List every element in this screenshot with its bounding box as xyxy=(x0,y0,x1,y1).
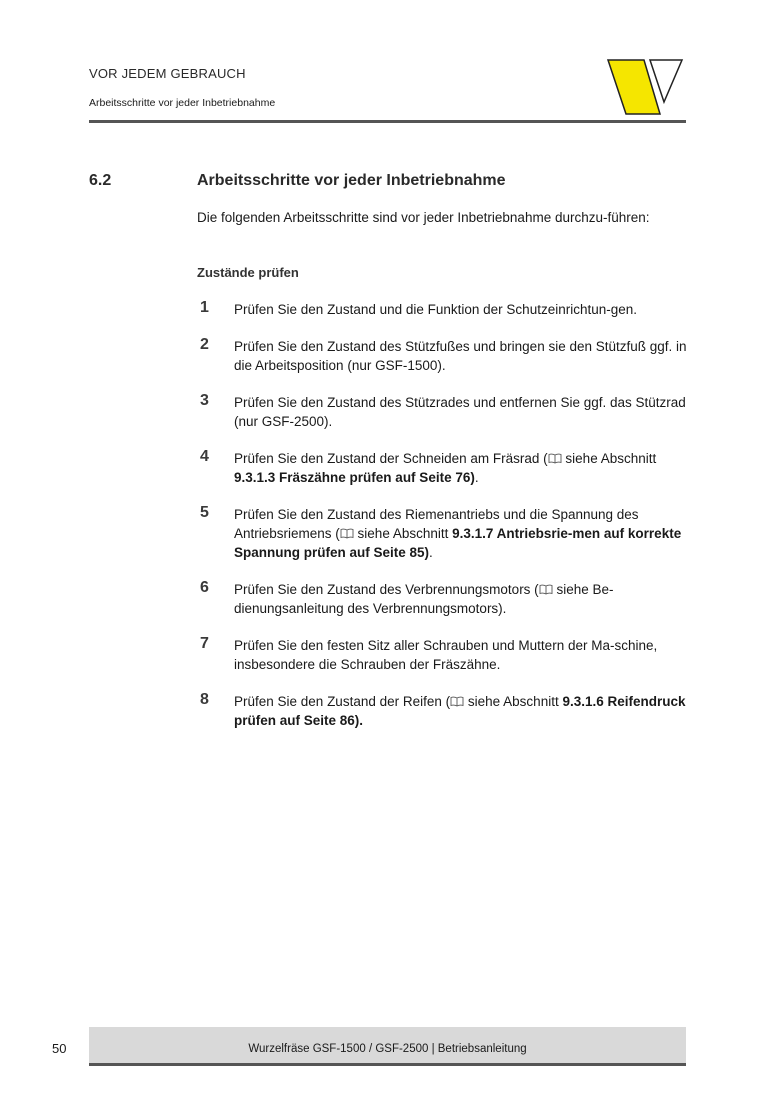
section-reference: 9.3.1.3 Fräszähne prüfen auf Seite 76) xyxy=(234,470,475,485)
step-text-part: Prüfen Sie den Zustand des Stützfußes und bringen sie den Stützfuß ggf. in die Arbeitsposition (nur GSF-1500). xyxy=(234,339,687,373)
footer-text: Wurzelfräse GSF-1500 / GSF-2500 | Betriebsanleitung xyxy=(248,1043,527,1055)
step-number: 5 xyxy=(200,504,209,521)
step-text-part: Prüfen Sie den festen Sitz aller Schrauben und Muttern der Ma-schine, insbesondere die Schrauben der Fräszähne. xyxy=(234,638,658,672)
step-text xyxy=(234,692,687,730)
step-text xyxy=(234,505,687,562)
step-text-part: Prüfen Sie den Zustand des Stützrades und entfernen Sie ggf. das Stützrad (nur GSF-2500). xyxy=(234,395,686,429)
step-text xyxy=(234,580,687,618)
step-text xyxy=(234,393,687,431)
step-item-3 xyxy=(197,393,687,431)
step-text xyxy=(234,300,687,319)
subheading-zustaende-pruefen: Zustände prüfen xyxy=(197,265,299,280)
step-text xyxy=(234,337,687,375)
step-item-2 xyxy=(197,337,687,375)
section-reference: 9.3.1.6 Reifendruck prüfen auf Seite 86). xyxy=(234,694,686,728)
section-reference: 9.3.1.7 Antriebsrie-men auf korrekte Spannung prüfen auf Seite 85) xyxy=(234,526,682,560)
step-text xyxy=(234,449,687,487)
book-icon xyxy=(539,584,553,595)
step-number: 2 xyxy=(200,336,209,353)
header-subtitle: Arbeitsschritte vor jeder Inbetriebnahme xyxy=(89,97,276,109)
header-title: VOR JEDEM GEBRAUCH xyxy=(89,66,246,81)
step-text-part: siehe Be-dienungsanleitung des Verbrennungsmotors). xyxy=(234,582,614,616)
step-text-part: siehe Abschnitt xyxy=(561,451,657,466)
step-text-part: Prüfen Sie den Zustand und die Funktion der Schutzeinrichtun-gen. xyxy=(234,302,638,317)
section-title: Arbeitsschritte vor jeder Inbetriebnahme xyxy=(197,172,506,189)
step-item-1 xyxy=(197,300,687,319)
step-item-4 xyxy=(197,449,687,487)
step-list xyxy=(197,300,687,748)
step-text-part: . xyxy=(474,470,479,485)
step-text-part: siehe Abschnitt xyxy=(353,526,453,541)
header-divider xyxy=(89,120,686,123)
step-text-part: . xyxy=(429,545,433,560)
step-item-7 xyxy=(197,636,687,674)
step-text xyxy=(234,636,687,674)
page-number: 50 xyxy=(52,1041,67,1056)
book-icon xyxy=(450,696,464,707)
step-number: 7 xyxy=(200,635,209,652)
step-number: 8 xyxy=(200,691,209,708)
section-number: 6.2 xyxy=(89,172,112,189)
intro-paragraph: Die folgenden Arbeitsschritte sind vor jeder Inbetriebnahme durchzu-führen: xyxy=(197,210,650,225)
footer-divider xyxy=(89,1063,686,1066)
step-text-part: Prüfen Sie den Zustand des Verbrennungsmotors ( xyxy=(234,582,539,597)
company-logo-icon xyxy=(604,56,684,118)
step-item-5 xyxy=(197,505,687,562)
book-icon xyxy=(340,528,354,539)
step-number: 6 xyxy=(200,579,209,596)
step-number: 4 xyxy=(200,448,209,465)
step-text-part: Prüfen Sie den Zustand der Schneiden am Fräsrad ( xyxy=(234,451,548,466)
step-text-part: Prüfen Sie den Zustand des Riemenantriebs und die Spannung des Antriebsriemens ( xyxy=(234,507,639,541)
step-item-8 xyxy=(197,692,687,730)
step-number: 3 xyxy=(200,392,209,409)
step-number: 1 xyxy=(200,299,209,316)
step-text-part: siehe Abschnitt xyxy=(464,694,563,709)
book-icon xyxy=(548,453,562,464)
step-item-6 xyxy=(197,580,687,618)
step-text-part: Prüfen Sie den Zustand der Reifen ( xyxy=(234,694,451,709)
